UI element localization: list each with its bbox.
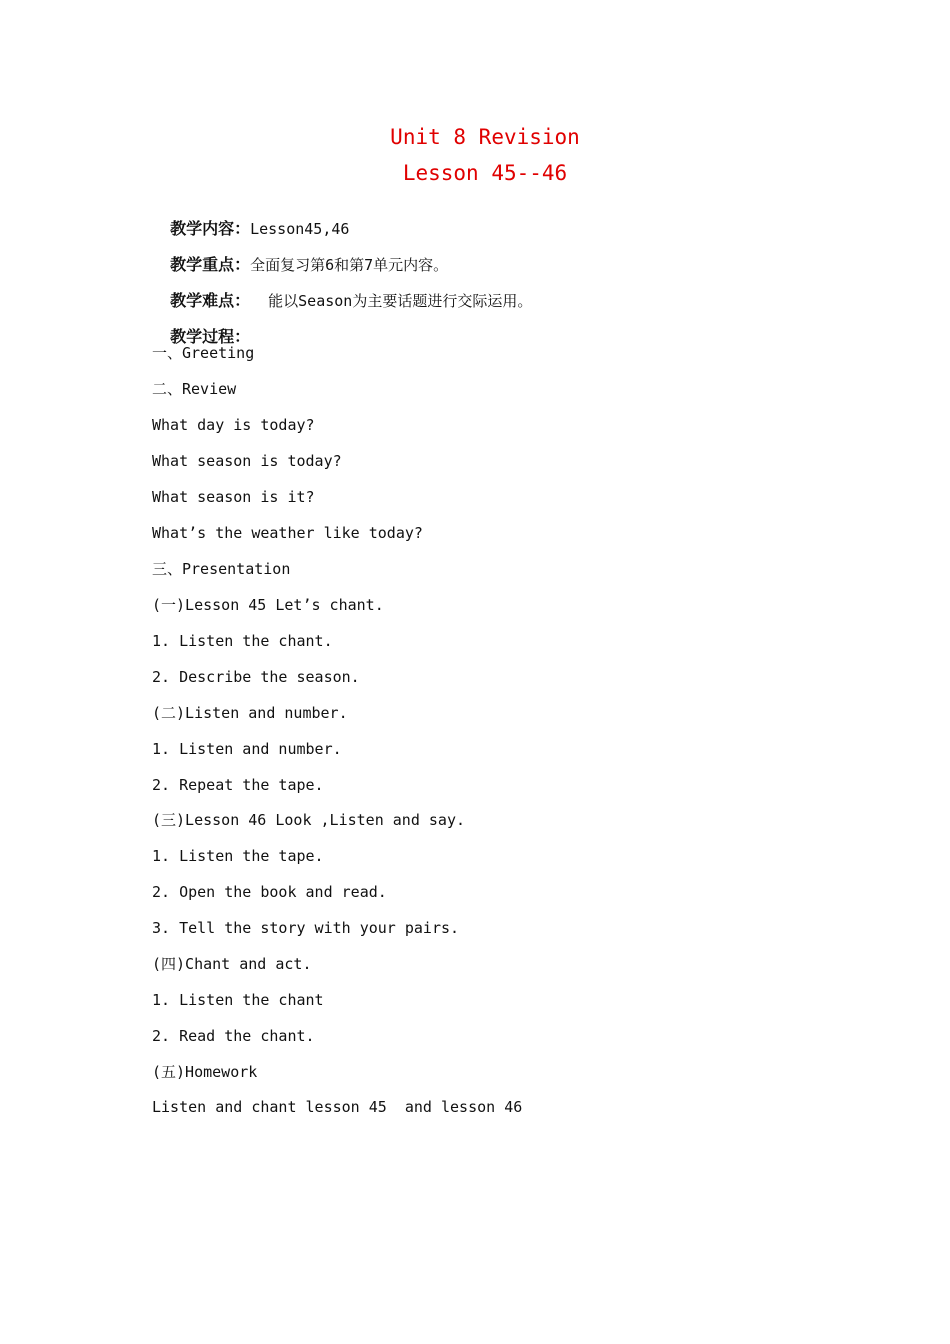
section-greeting: 一、Greeting (152, 344, 255, 362)
review-question: What season is today? (152, 452, 342, 470)
homework-text: Listen and chant lesson 45 and lesson 46 (152, 1098, 523, 1116)
subsection-heading: (一)Lesson 45 Let’s chant. (152, 596, 384, 614)
review-question: What’s the weather like today? (152, 524, 423, 542)
step-item: 1. Listen the chant (152, 991, 324, 1009)
meta-content (152, 199, 349, 239)
step-item: 2. Open the book and read. (152, 883, 387, 901)
title-lesson: Lesson 45--46 (402, 161, 568, 185)
meta-process (152, 307, 250, 347)
subsection-heading: (五)Homework (152, 1063, 258, 1081)
subsection-heading: (四)Chant and act. (152, 955, 312, 973)
title-unit: Unit 8 Revision (390, 125, 580, 149)
subsection-heading: (三)Lesson 46 Look ,Listen and say. (152, 811, 466, 829)
step-item: 2. Describe the season. (152, 668, 360, 686)
meta-focus-value: 全面复习第6和第7单元内容。 (250, 256, 449, 274)
step-item: 1. Listen and number. (152, 740, 342, 758)
meta-difficulty-label: 教学难点： (170, 291, 251, 310)
meta-difficulty-value: 能以Season为主要话题进行交际运用。 (250, 292, 533, 310)
review-question: What day is today? (152, 416, 315, 434)
meta-focus (152, 235, 448, 275)
step-item: 2. Read the chant. (152, 1027, 315, 1045)
meta-content-value: Lesson45,46 (250, 220, 350, 238)
meta-focus-label: 教学重点： (170, 255, 251, 274)
section-review: 二、Review (152, 380, 237, 398)
step-item: 3. Tell the story with your pairs. (152, 919, 460, 937)
step-item: 1. Listen the chant. (152, 632, 333, 650)
review-question: What season is it? (152, 488, 315, 506)
section-presentation: 三、Presentation (152, 560, 291, 578)
step-item: 1. Listen the tape. (152, 847, 324, 865)
meta-process-label: 教学过程： (170, 327, 251, 346)
meta-difficulty (152, 271, 532, 311)
step-item: 2. Repeat the tape. (152, 776, 324, 794)
meta-content-label: 教学内容： (170, 219, 251, 238)
subsection-heading: (二)Listen and number. (152, 704, 348, 722)
